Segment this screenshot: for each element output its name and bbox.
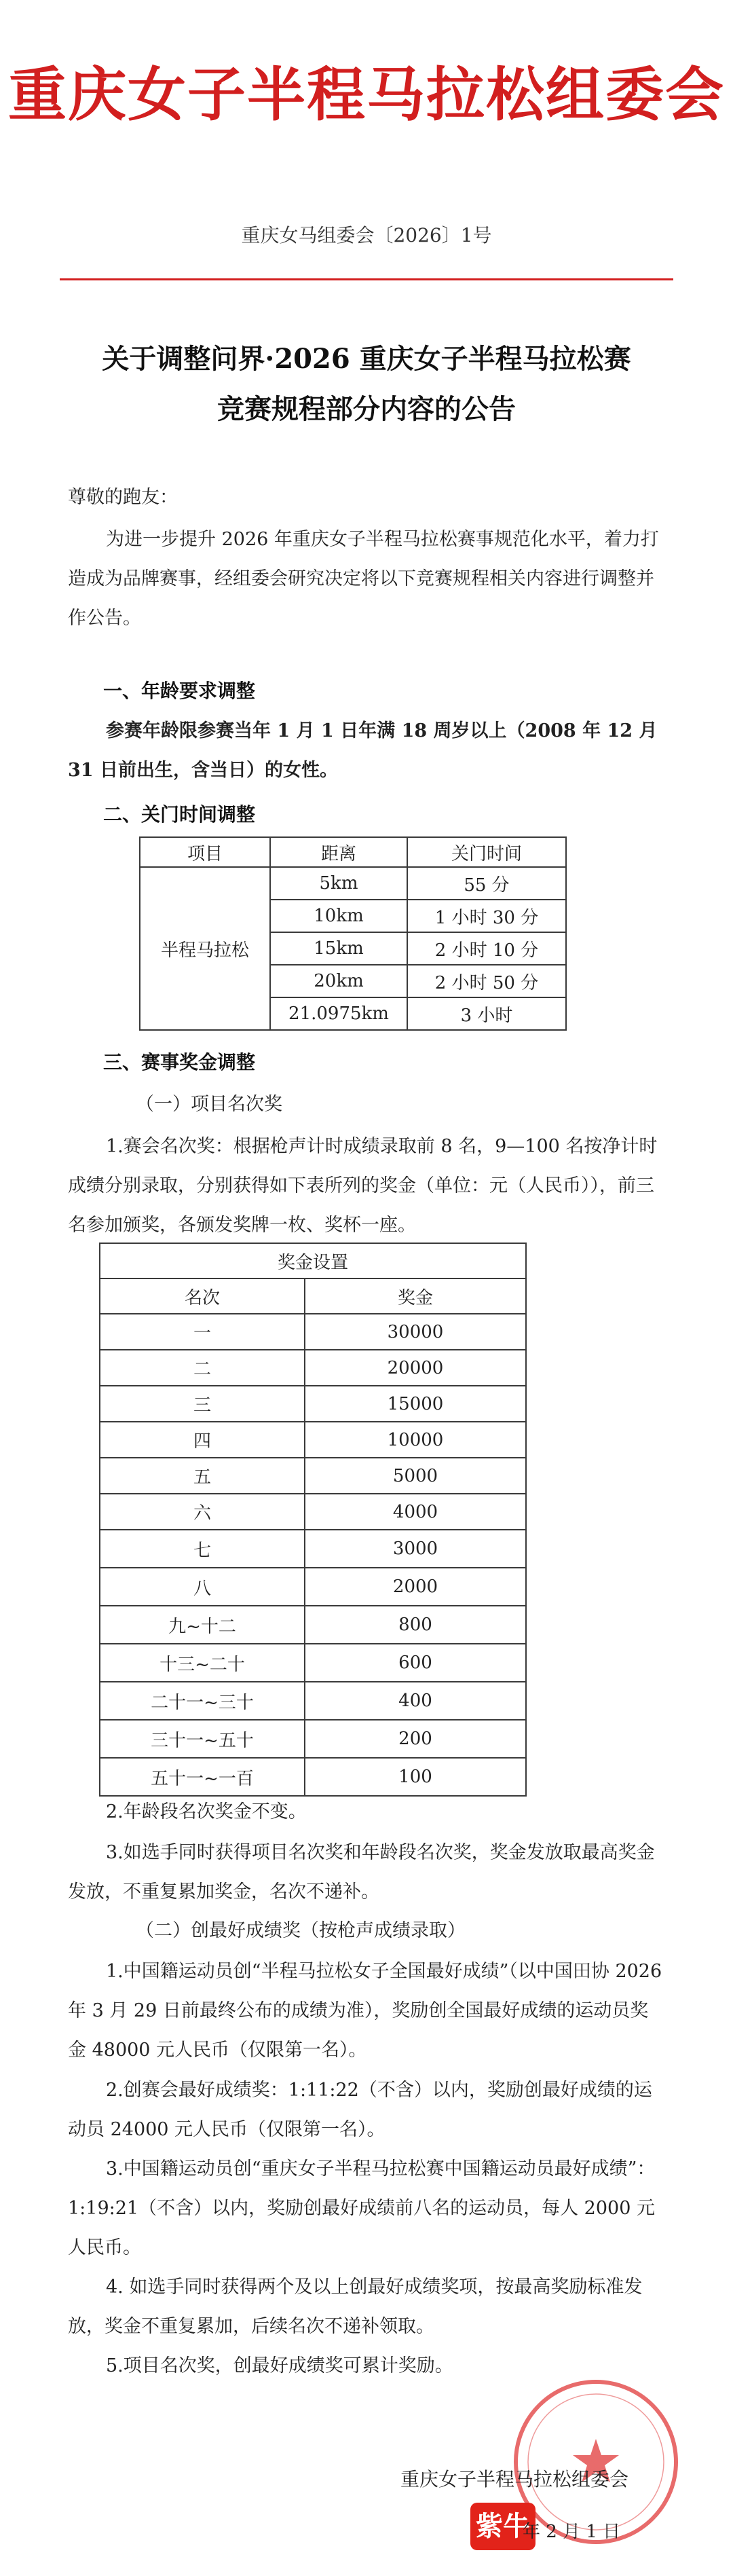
prize-row [100,1568,526,1606]
prize-amount: 10000 [305,1422,526,1458]
prize-item1: 1.赛会名次奖：根据枪声计时成绩录取前 8 名，9—100 名按净计时成绩分别录取，分别获得如下表所列的奖金（单位：元（人民币）），前三名参加颁奖，各颁发奖牌一枚、奖杯一座。 [68,1136,658,1236]
prize-header-amount: 奖金 [305,1278,526,1314]
section3-heading: 三、赛事奖金调整 [103,1051,256,1073]
prize-row [100,1314,526,1350]
prize-rank: 三十一~五十 [100,1720,305,1758]
section2-heading: 二、关门时间调整 [103,803,256,826]
prize-amount: 400 [305,1682,526,1720]
prize-amount: 5000 [305,1458,526,1494]
record-bonus-1: 1.中国籍运动员创“半程马拉松女子全国最好成绩”（以中国田协 2026 年 3 月 29 日前最终公布的成绩为准），奖励创全国最好成绩的运动员奖金 48000 元人民币（仅限第一名）。 [68,1961,662,2061]
prize-amount: 800 [305,1606,526,1644]
prize-table [99,1243,527,1797]
prize-header-rank: 名次 [100,1278,305,1314]
prize-table-header-row [100,1278,526,1314]
prize-amount: 600 [305,1644,526,1682]
notice-title-line1: 关于调整问界·2026 重庆女子半程马拉松赛 [102,343,631,375]
prize-row [100,1350,526,1386]
record-bonus-3: 3.中国籍运动员创“重庆女子半程马拉松赛中国籍运动员最好成绩”：1:19:21（不含）以内，奖励创最好成绩前八名的运动员，每人 2000 元人民币。 [68,2158,656,2258]
cutoff-header-distance: 距离 [270,837,407,867]
prize-rank: 一 [100,1314,305,1350]
prize-table-caption: 奖金设置 [100,1243,526,1278]
prize-rank: 二十一~三十 [100,1682,305,1720]
prize-amount: 2000 [305,1568,526,1606]
cutoff-time-table [139,836,567,1031]
prize-row [100,1606,526,1644]
prize-item2: 2.年龄段名次奖金不变。 [106,1801,307,1822]
greeting: 尊敬的跑友： [68,487,178,508]
cutoff-distance: 21.0975km [270,997,407,1030]
intro-paragraph: 为进一步提升 2026 年重庆女子半程马拉松赛事规范化水平，着力打造成为品牌赛事，经组委会研究决定将以下竞赛规程相关内容进行调整并作公告。 [68,529,659,629]
cutoff-distance: 10km [270,900,407,932]
record-bonus-5: 5.项目名次奖，创最好成绩奖可累计奖励。 [106,2355,453,2376]
section3-sub1: （一）项目名次奖 [136,1094,282,1115]
prize-rank: 三 [100,1386,305,1422]
prize-amount: 4000 [305,1494,526,1530]
prize-amount: 3000 [305,1530,526,1568]
prize-amount: 20000 [305,1350,526,1386]
prize-row [100,1682,526,1720]
cutoff-distance: 15km [270,932,407,965]
cutoff-time: 3 小时 [407,997,566,1030]
letterhead-red-rule [60,278,673,280]
section1-heading: 一、年龄要求调整 [103,680,256,702]
record-bonus-2: 2.创赛会最好成绩奖：1:11:22（不含）以内，奖励创最好成绩的运动员 24000 元人民币（仅限第一名）。 [68,2080,652,2140]
prize-row [100,1458,526,1494]
org-letterhead-title: 重庆女子半程马拉松组委会 [8,61,725,129]
cutoff-distance: 5km [270,867,407,900]
cutoff-header-event: 项目 [140,837,270,867]
prize-rank: 五十一~一百 [100,1758,305,1796]
cutoff-time: 1 小时 30 分 [407,900,566,932]
record-bonus-4: 4. 如选手同时获得两个及以上创最好成绩奖项，按最高奖励标准发放，奖金不重复累加，后续名次不递补领取。 [68,2277,643,2337]
prize-row [100,1758,526,1796]
prize-row [100,1386,526,1422]
signature-organization: 重庆女子半程马拉松组委会 [400,2468,629,2490]
signature-date: 年 2 月 1 日 [523,2522,621,2542]
cutoff-header-time: 关门时间 [407,837,566,867]
prize-rank: 八 [100,1568,305,1606]
prize-row [100,1422,526,1458]
notice-title [0,334,733,435]
prize-amount: 15000 [305,1386,526,1422]
prize-rank: 四 [100,1422,305,1458]
prize-amount: 100 [305,1758,526,1796]
cutoff-row [140,867,566,900]
prize-amount: 30000 [305,1314,526,1350]
prize-rank: 十三~二十 [100,1644,305,1682]
section1-text: 参赛年龄限参赛当年 1 月 1 日年满 18 周岁以上（2008 年 12 月 31 日前出生，含当日）的女性。 [68,720,658,781]
document-number: 重庆女马组委会〔2026〕1号 [241,224,492,246]
prize-row [100,1494,526,1530]
prize-rank: 九~十二 [100,1606,305,1644]
prize-table-caption-row [100,1243,526,1278]
cutoff-time: 2 小时 10 分 [407,932,566,965]
prize-rank: 六 [100,1494,305,1530]
prize-row [100,1644,526,1682]
prize-row [100,1720,526,1758]
prize-item3: 3.如选手同时获得项目名次奖和年龄段名次奖，奖金发放取最高奖金发放，不重复累加奖金，名次不递补。 [68,1842,655,1902]
cutoff-event-cell: 半程马拉松 [140,867,270,1030]
prize-rank: 五 [100,1458,305,1494]
cutoff-table-header-row [140,837,566,867]
prize-rank: 七 [100,1530,305,1568]
section3-sub2: （二）创最好成绩奖（按枪声成绩录取） [136,1920,466,1941]
cutoff-time: 2 小时 50 分 [407,965,566,997]
news-watermark-logo: 紫牛 [470,2503,535,2550]
prize-rank: 二 [100,1350,305,1386]
cutoff-time: 55 分 [407,867,566,900]
prize-row [100,1530,526,1568]
prize-amount: 200 [305,1720,526,1758]
notice-title-line2: 竞赛规程部分内容的公告 [217,393,516,425]
cutoff-distance: 20km [270,965,407,997]
